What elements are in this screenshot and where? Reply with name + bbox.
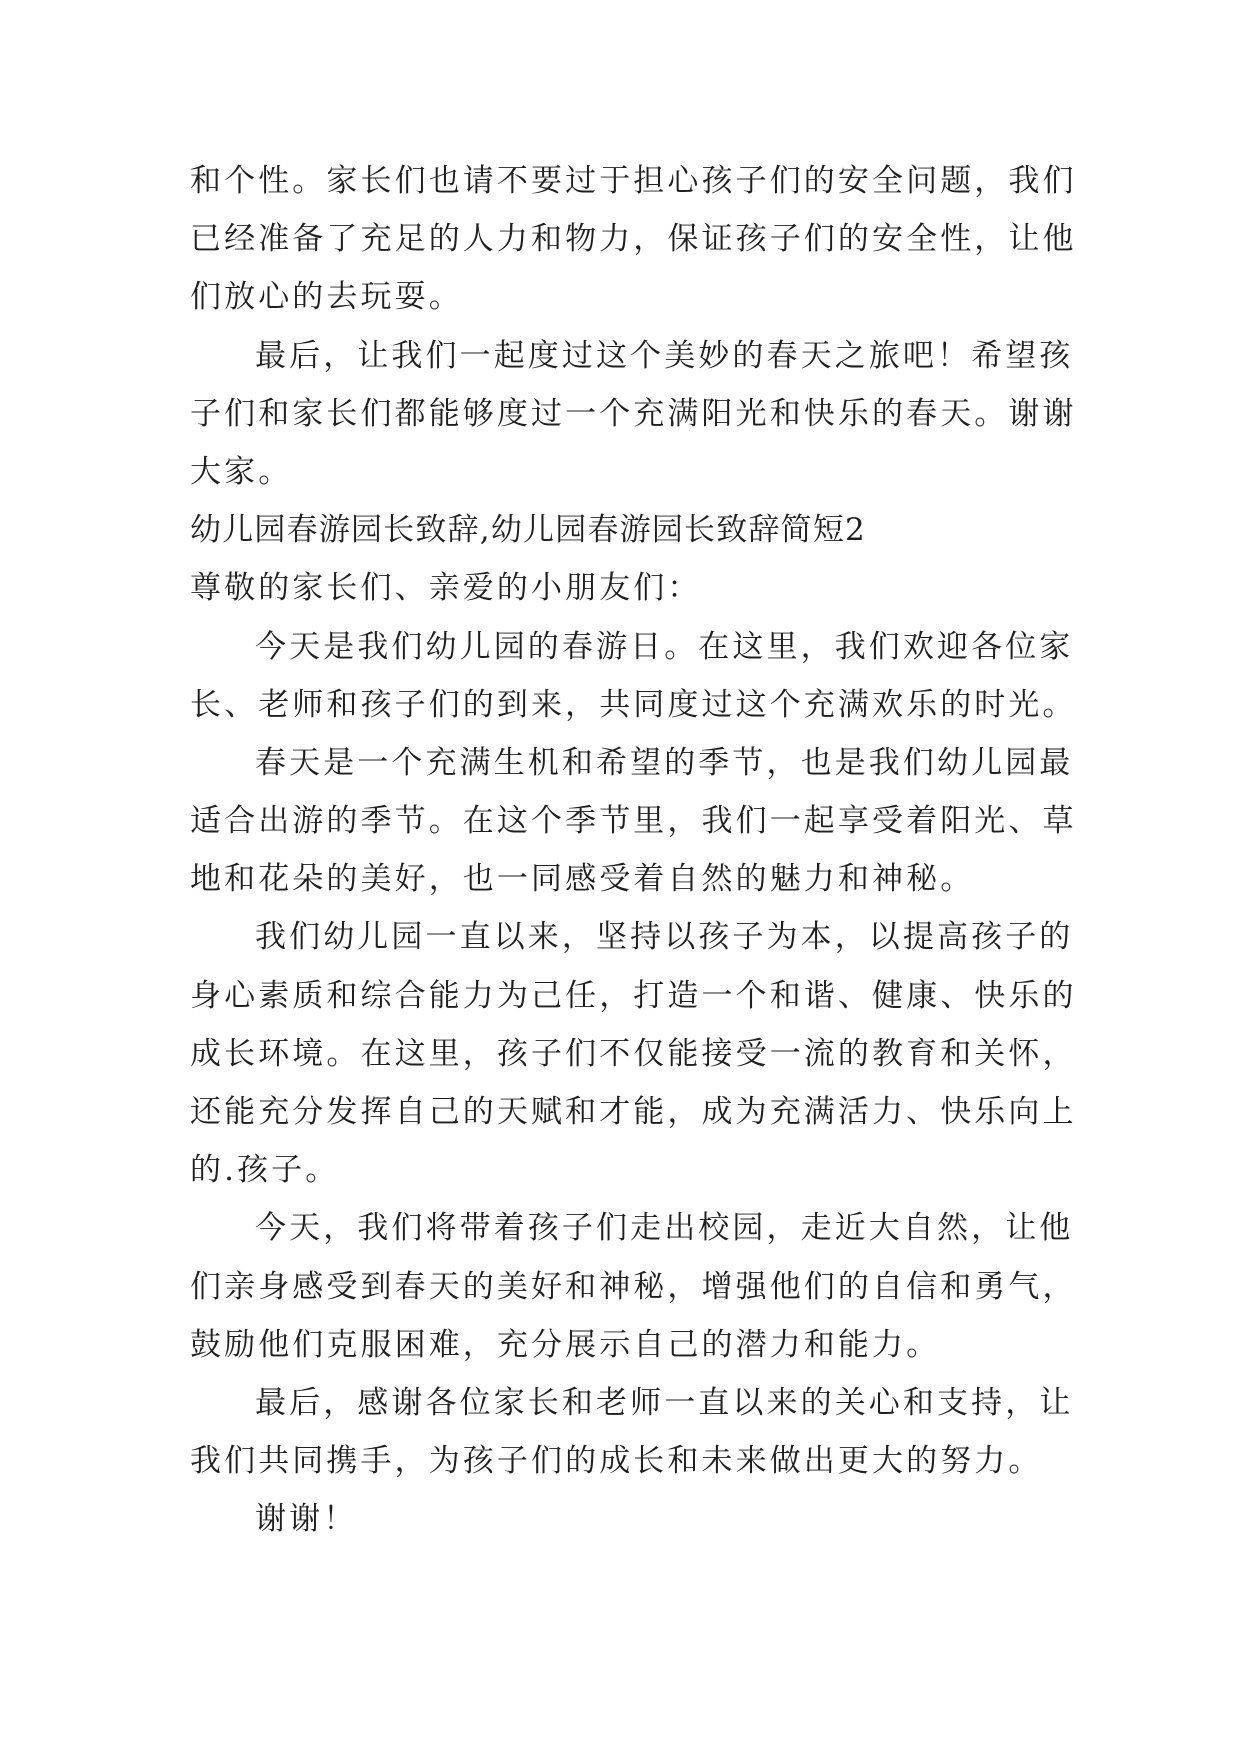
paragraph-first-line: 春天是一个充满生机和希望的季节，也是我们幼儿园最 xyxy=(255,744,1074,781)
paragraph-first-line: 今天是我们幼儿园的春游日。在这里，我们欢迎各位家 xyxy=(255,628,1074,665)
closing-line: 谢谢！ xyxy=(255,1501,358,1538)
text-line: 适合出游的季节。在这个季节里，我们一起享受着阳光、草 xyxy=(190,803,1077,840)
paragraph-first-line: 最后，让我们一起度过这个美妙的春天之旅吧！希望孩 xyxy=(255,337,1074,374)
text-line: 和个性。家长们也请不要过于担心孩子们的安全问题，我们 xyxy=(190,163,1077,199)
text-line: 还能充分发挥自己的天赋和才能，成为充满活力、快乐向上 xyxy=(190,1094,1077,1130)
text-line: 身心素质和综合能力为己任，打造一个和谐、健康、快乐的 xyxy=(190,977,1077,1014)
text-line: 成长环境。在这里，孩子们不仅能接受一流的教育和关怀， xyxy=(190,1035,1077,1072)
text-line: 鼓励他们克服困难，充分展示自己的潜力和能力。 xyxy=(190,1326,941,1363)
section-heading: 幼儿园春游园长致辞,幼儿园春游园长致辞简短2 xyxy=(190,512,866,549)
document-body xyxy=(190,152,1077,1549)
paragraph-first-line: 我们幼儿园一直以来，坚持以孩子为本，以提高孩子的 xyxy=(255,919,1074,956)
text-line: 的.孩子。 xyxy=(190,1152,340,1189)
text-line: 大家。 xyxy=(190,453,293,490)
text-line: 地和花朵的美好，也一同感受着自然的魅力和神秘。 xyxy=(190,861,975,898)
paragraph-first-line: 最后，感谢各位家长和老师一直以来的关心和支持，让 xyxy=(255,1384,1074,1421)
text-line: 们放心的去玩耍。 xyxy=(190,279,463,316)
text-line: 们亲身感受到春天的美好和神秘，增强他们的自信和勇气， xyxy=(190,1268,1077,1305)
paragraph-first-line: 今天，我们将带着孩子们走出校园，走近大自然，让他 xyxy=(255,1210,1074,1247)
salutation-line: 尊敬的家长们、亲爱的小朋友们： xyxy=(190,570,702,607)
text-line: 已经准备了充足的人力和物力，保证孩子们的安全性，让他 xyxy=(190,221,1077,258)
text-line: 长、老师和孩子们的到来，共同度过这个充满欢乐的时光。 xyxy=(190,686,1077,723)
text-line: 子们和家长们都能够度过一个充满阳光和快乐的春天。谢谢 xyxy=(190,395,1077,432)
text-line: 我们共同携手，为孩子们的成长和未来做出更大的努力。 xyxy=(190,1443,1043,1480)
